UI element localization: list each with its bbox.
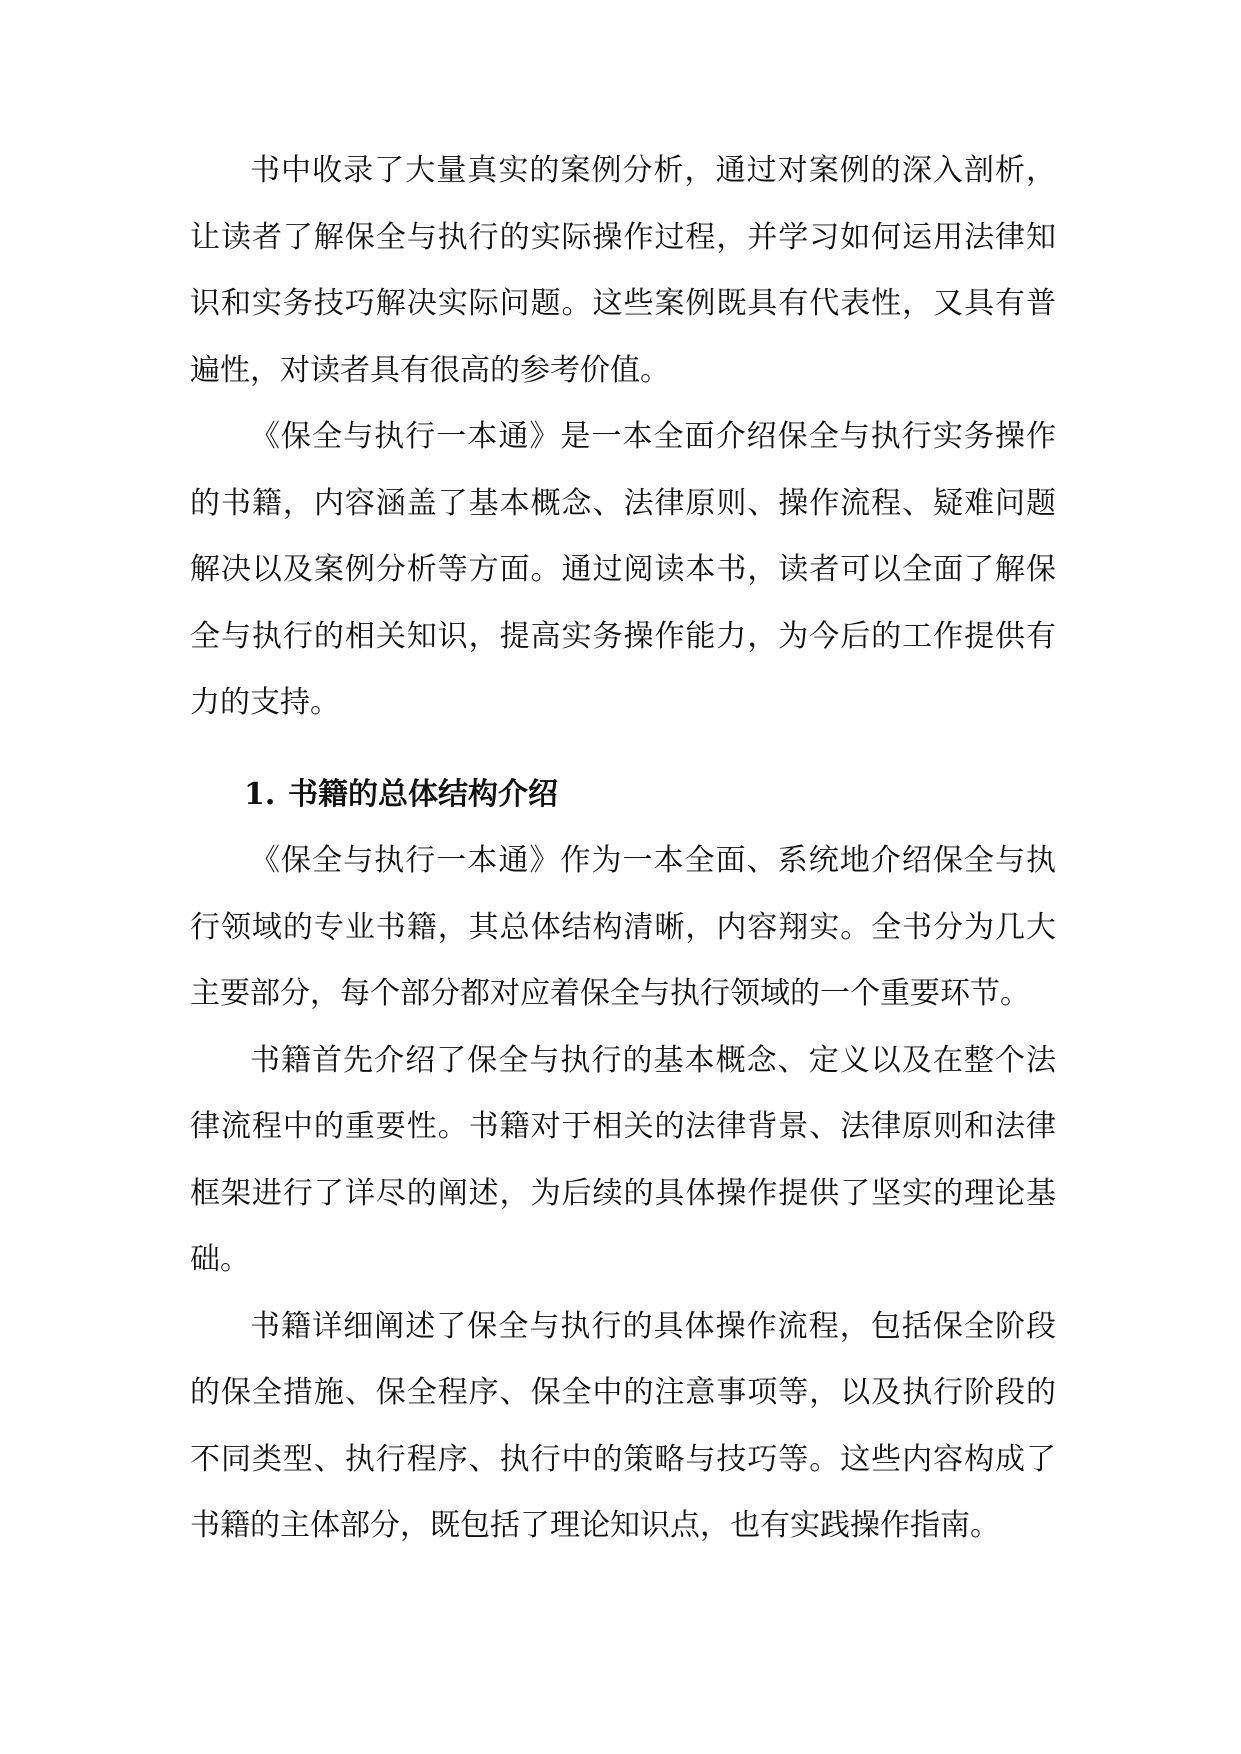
paragraph-structure-intro: 《保全与执行一本通》作为一本全面、系统地介绍保全与执行领域的专业书籍，其总体结构清晰，内容翔实。全书分为几大主要部分，每个部分都对应着保全与执行领域的一个重要环节。 — [190, 843, 1056, 1011]
section-heading — [190, 762, 1056, 829]
section-number: 1. — [244, 776, 276, 812]
paragraph-book-overview: 《保全与执行一本通》是一本全面介绍保全与执行实务操作的书籍，内容涵盖了基本概念、法律原则、操作流程、疑难问题解决以及案例分析等方面。通过阅读本书，读者可以全面了解保全与执行的相关知识，提高实务操作能力，为今后的工作提供有力的支持。 — [190, 419, 1056, 720]
paragraph-basic-concepts: 书籍首先介绍了保全与执行的基本概念、定义以及在整个法律流程中的重要性。书籍对于相关的法律背景、法律原则和法律框架进行了详尽的阐述，为后续的具体操作提供了坚实的理论基础。 — [190, 1042, 1056, 1277]
paragraph-case-analysis: 书中收录了大量真实的案例分析，通过对案例的深入剖析，让读者了解保全与执行的实际操作过程，并学习如何运用法律知识和实务技巧解决实际问题。这些案例既具有代表性，又具有普遍性，对读者具有很高的参考价值。 — [190, 153, 1056, 388]
paragraph-operation-process: 书籍详细阐述了保全与执行的具体操作流程，包括保全阶段的保全措施、保全程序、保全中的注意事项等，以及执行阶段的不同类型、执行程序、执行中的策略与技巧等。这些内容构成了书籍的主体部分，既包括了理论知识点，也有实践操作指南。 — [190, 1308, 1056, 1543]
section-title: 书籍的总体结构介绍 — [288, 776, 558, 812]
document-body — [190, 138, 1056, 1560]
